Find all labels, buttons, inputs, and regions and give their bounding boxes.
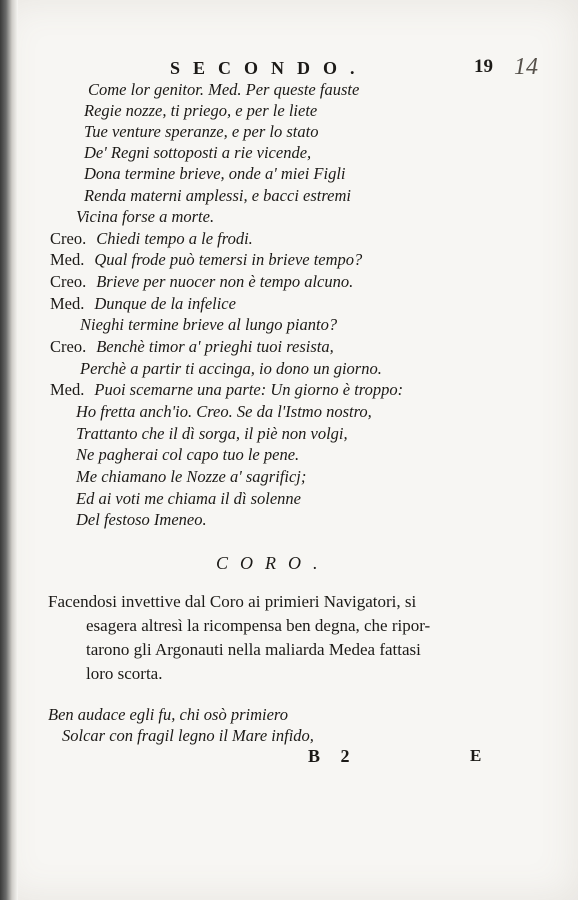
- signature-mark: B 2: [308, 746, 358, 766]
- speaker-name: Creo.: [50, 229, 87, 248]
- page-number: 19: [474, 56, 493, 77]
- verse-line: Perchè a partir ti accinga, io dono un giorno.: [80, 359, 382, 378]
- verse-line: Regie nozze, ti priego, e per le liete: [84, 101, 318, 120]
- speaker-name: Med.: [50, 250, 85, 269]
- speaker-name: Creo.: [50, 272, 87, 291]
- section-title: CORO.: [216, 553, 330, 573]
- verse-line: De' Regni sottoposti a rie vicende,: [84, 143, 312, 162]
- verse-line: Ne pagherai col capo tuo le pene.: [76, 445, 300, 464]
- verse-line: Me chiamano le Nozze a' sagrificj;: [76, 467, 307, 486]
- argument-paragraph: [48, 590, 518, 686]
- speaker-line: Med. Qual frode può temersi in brieve tempo?: [50, 250, 363, 269]
- verse-line: Nieghi termine brieve al lungo pianto?: [80, 315, 338, 334]
- speaker-line: Med. Puoi scemarne una parte: Un giorno è troppo:: [50, 380, 404, 399]
- catchword: E: [470, 746, 482, 765]
- speaker-name: Med.: [50, 380, 85, 399]
- verse-line: Del festoso Imeneo.: [76, 510, 207, 529]
- chorus-line: Ben audace egli fu, chi osò primiero: [48, 705, 288, 724]
- verse-line: Renda materni amplessi, e bacci estremi: [84, 186, 351, 205]
- speaker-name: Creo.: [50, 337, 87, 356]
- page-header: [0, 54, 578, 82]
- argument-line: tarono gli Argonauti nella maliarda Medea fattasi: [86, 640, 421, 659]
- speaker-line: Creo. Chiedi tempo a le frodi.: [50, 229, 253, 248]
- verse-line: Ed ai voti me chiama il dì solenne: [76, 489, 301, 508]
- argument-line: Facendosi invettive dal Coro ai primieri Navigatori, si: [48, 592, 417, 611]
- speaker-line: Med. Dunque de la infelice: [50, 294, 236, 313]
- verse-line: Come lor genitor. Med. Per queste fauste: [88, 80, 360, 99]
- verse-line: Trattanto che il dì sorga, il piè non volgi,: [76, 424, 348, 443]
- page-binding-edge: [0, 0, 18, 900]
- speaker-name: Med.: [50, 294, 85, 313]
- running-head: SECONDO.: [170, 58, 368, 78]
- handwritten-folio-number: 14: [514, 54, 538, 80]
- verse-line: Ho fretta anch'io. Creo. Se da l'Istmo nostro,: [76, 402, 372, 421]
- verse-line: Tue venture speranze, e per lo stato: [84, 122, 319, 141]
- speaker-line: Creo. Brieve per nuocer non è tempo alcuno.: [50, 272, 354, 291]
- speaker-line: Creo. Benchè timor a' prieghi tuoi resista,: [50, 337, 334, 356]
- argument-line: loro scorta.: [86, 664, 163, 683]
- verse-line: Dona termine brieve, onde a' miei Figli: [84, 164, 346, 183]
- verse-line: Vicina forse a morte.: [76, 207, 215, 226]
- chorus-line: Solcar con fragil legno il Mare infido,: [62, 726, 314, 745]
- argument-line: esagera altresì la ricompensa ben degna, che ripor-: [86, 616, 431, 635]
